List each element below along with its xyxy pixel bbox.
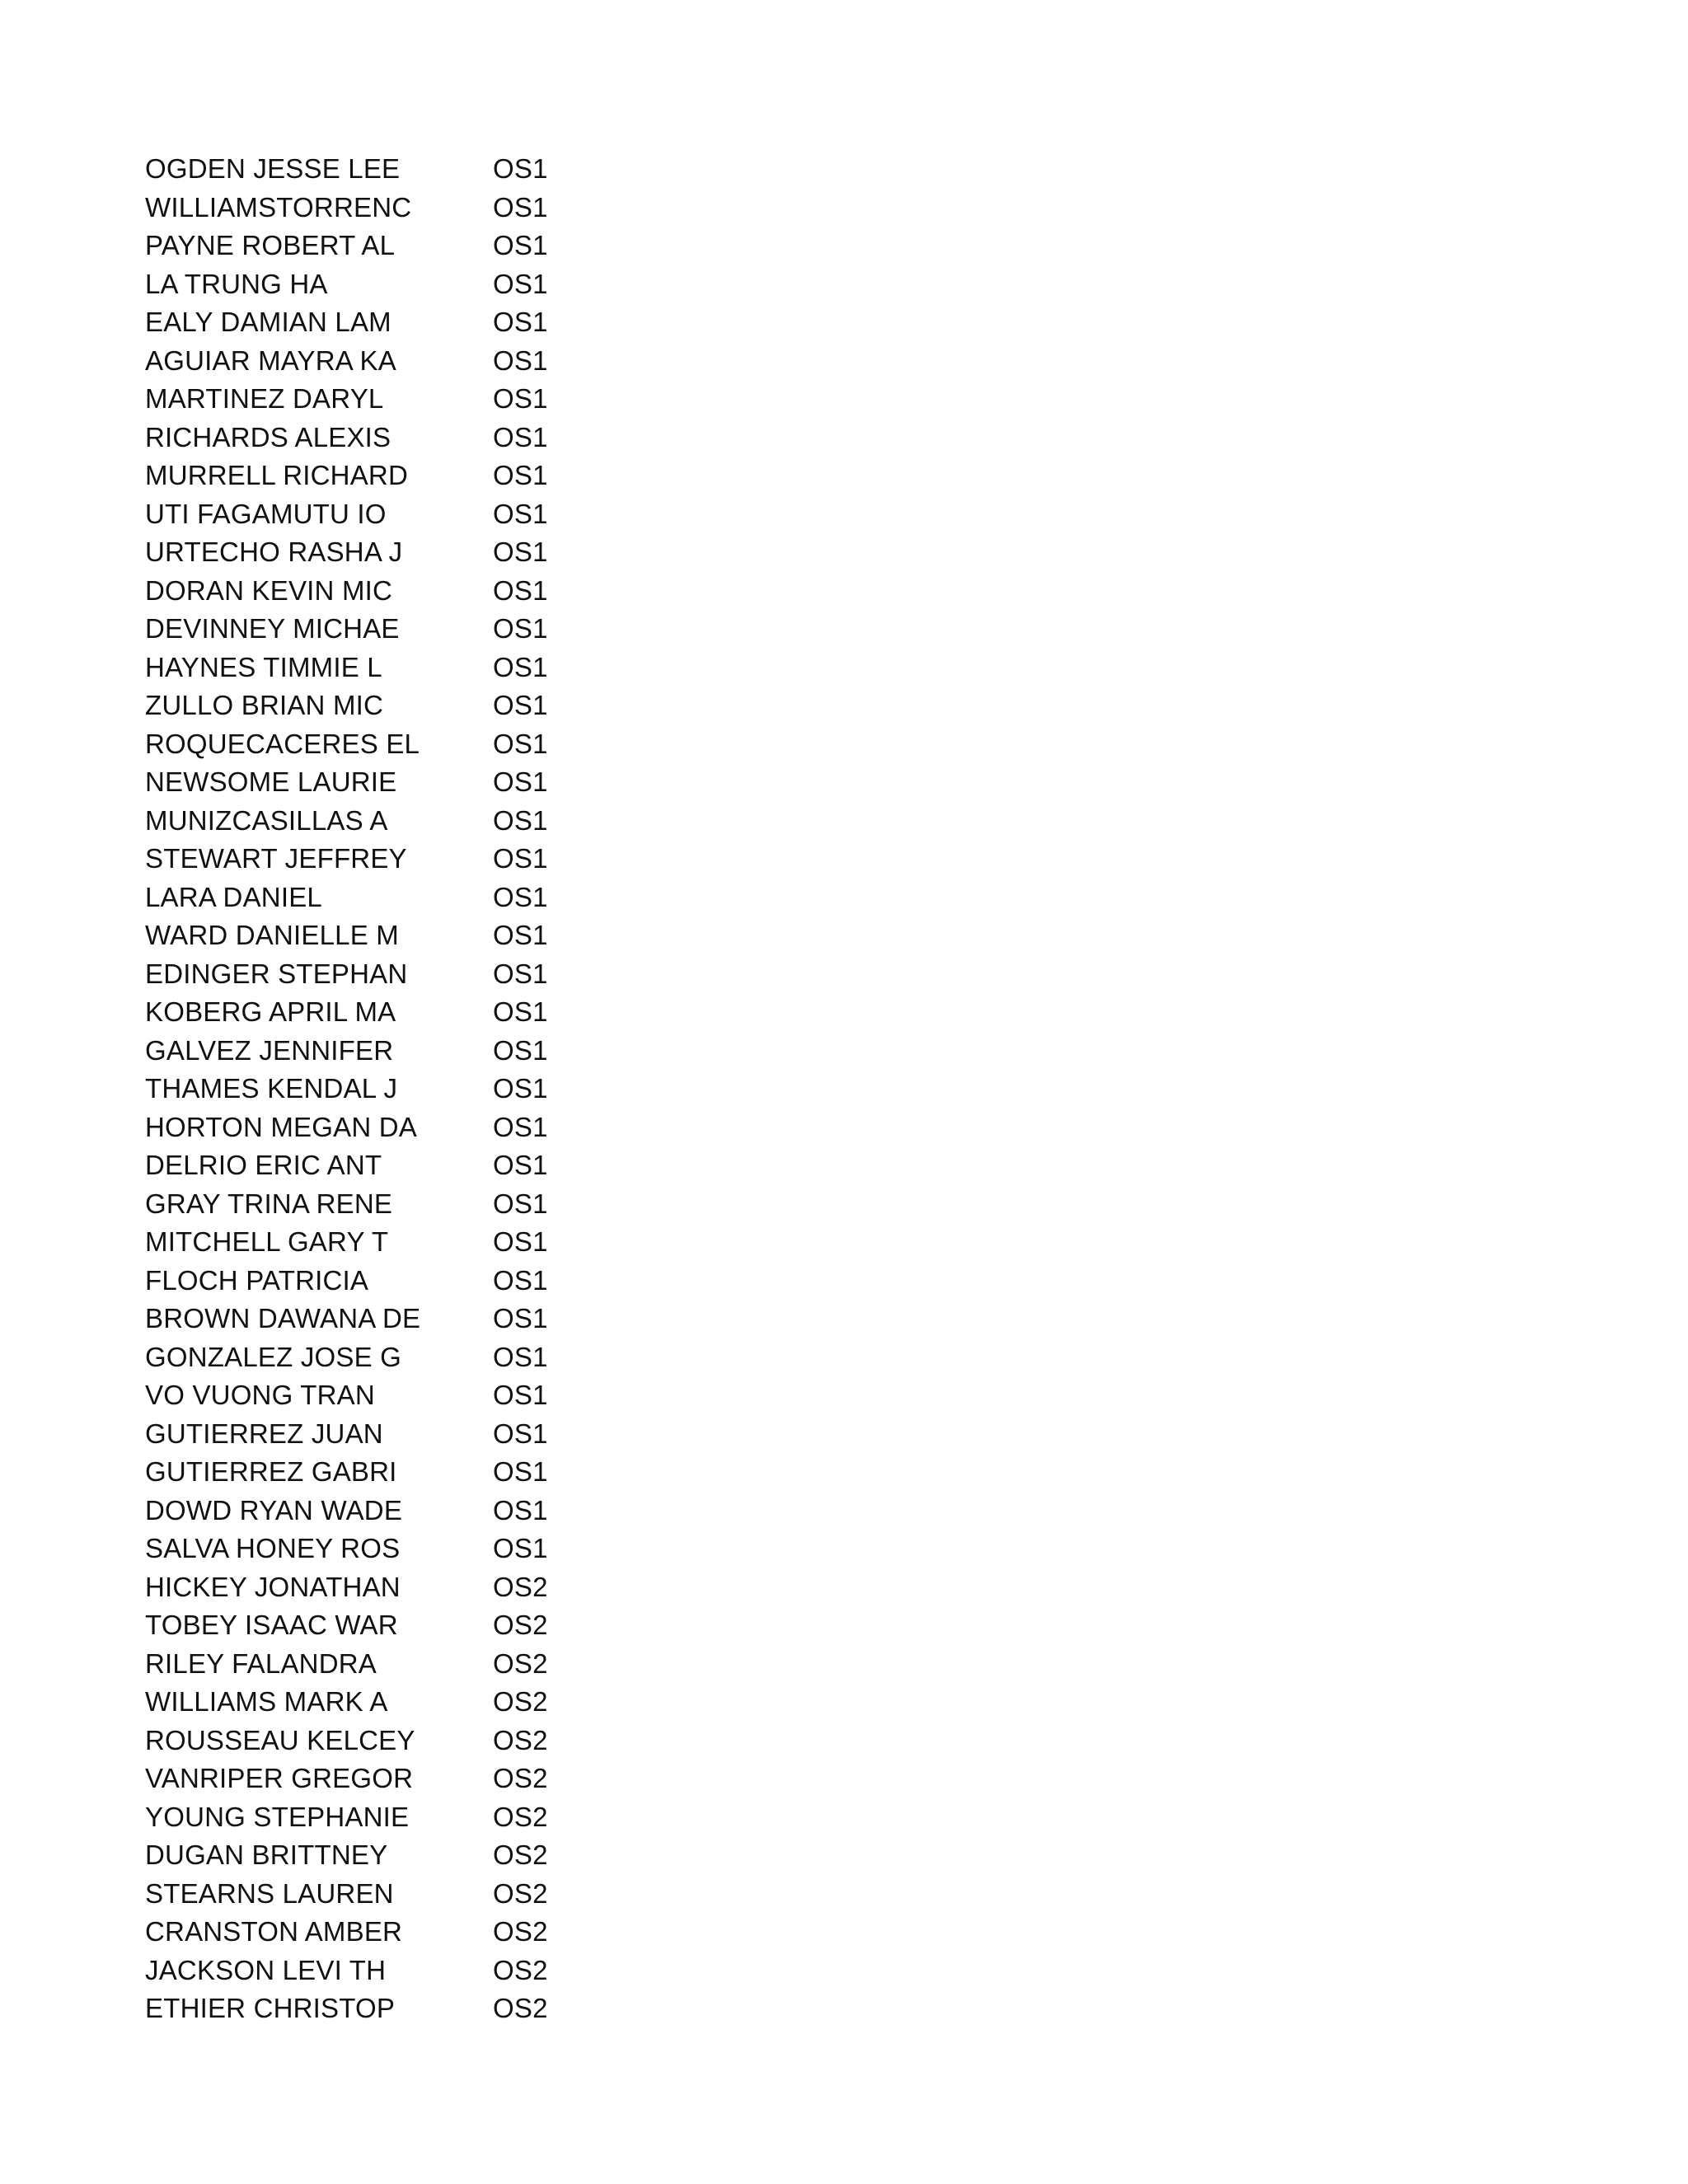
member-name: GRAY TRINA RENE <box>145 1188 393 1219</box>
member-name: ROQUECACERES EL <box>145 728 420 759</box>
member-name: PAYNE ROBERT AL <box>145 230 396 260</box>
roster-row <box>145 802 640 841</box>
member-name: EDINGER STEPHAN <box>145 958 408 989</box>
roster-row <box>145 1338 640 1377</box>
member-name: VO VUONG TRAN <box>145 1380 375 1410</box>
member-name: DUGAN BRITTNEY <box>145 1840 388 1870</box>
roster-row <box>145 227 640 265</box>
member-name: WARD DANIELLE M <box>145 920 399 950</box>
roster-row <box>145 1836 640 1875</box>
roster-row <box>145 533 640 572</box>
member-rate: OS1 <box>493 1188 548 1219</box>
roster-row <box>145 1568 640 1607</box>
roster-row <box>145 572 640 611</box>
roster-row <box>145 955 640 994</box>
member-rate: OS1 <box>493 1380 548 1410</box>
member-rate: OS2 <box>493 1801 548 1832</box>
roster-row <box>145 1722 640 1760</box>
member-rate: OS1 <box>493 191 548 223</box>
member-rate: OS1 <box>493 728 548 759</box>
member-name: THAMES KENDAL J <box>145 1073 398 1104</box>
member-name: GALVEZ JENNIFER <box>145 1034 394 1066</box>
member-rate: OS1 <box>493 574 548 606</box>
member-rate: OS1 <box>493 307 548 337</box>
roster-row <box>145 1913 640 1952</box>
member-name: GUTIERREZ JUAN <box>145 1418 383 1449</box>
member-rate: OS1 <box>493 996 548 1027</box>
member-name: BROWN DAWANA DE <box>145 1303 421 1333</box>
member-rate: OS1 <box>493 881 548 912</box>
roster-row <box>145 150 640 189</box>
member-rate: OS2 <box>493 1610 548 1640</box>
roster-row <box>145 1645 640 1684</box>
roster-row <box>145 1032 640 1071</box>
roster-row <box>145 610 640 649</box>
member-rate: OS1 <box>493 1226 548 1257</box>
member-name: STEARNS LAUREN <box>145 1877 394 1909</box>
roster-row <box>145 763 640 802</box>
roster-row <box>145 1990 640 2028</box>
member-rate: OS1 <box>493 537 548 567</box>
member-name: EALY DAMIAN LAM <box>145 307 392 337</box>
member-name: AGUIAR MAYRA KA <box>145 344 396 376</box>
member-rate: OS2 <box>493 1877 548 1909</box>
member-name: RILEY FALANDRA <box>145 1647 377 1679</box>
member-name: VANRIPER GREGOR <box>145 1763 414 1793</box>
member-rate: OS1 <box>493 1111 548 1142</box>
member-rate: OS1 <box>493 1303 548 1333</box>
member-name: GONZALEZ JOSE G <box>145 1341 402 1372</box>
member-rate: OS1 <box>493 651 548 682</box>
member-rate: OS1 <box>493 268 548 299</box>
member-name: DORAN KEVIN MIC <box>145 574 393 606</box>
member-name: URTECHO RASHA J <box>145 537 403 567</box>
member-rate: OS1 <box>493 421 548 452</box>
roster-row <box>145 380 640 419</box>
member-name: HORTON MEGAN DA <box>145 1111 417 1142</box>
roster-row <box>145 1262 640 1301</box>
member-name: MURRELL RICHARD <box>145 460 408 490</box>
member-name: DELRIO ERIC ANT <box>145 1150 382 1180</box>
roster-row <box>145 1300 640 1338</box>
roster-row <box>145 1606 640 1645</box>
member-name: FLOCH PATRICIA <box>145 1264 369 1296</box>
member-rate: OS2 <box>493 1993 548 2023</box>
member-rate: OS1 <box>493 1150 548 1180</box>
member-rate: OS1 <box>493 613 548 644</box>
roster-row <box>145 1185 640 1224</box>
member-rate: OS1 <box>493 920 548 950</box>
member-rate: OS2 <box>493 1647 548 1679</box>
member-rate: OS1 <box>493 498 548 529</box>
member-name: ETHIER CHRISTOP <box>145 1993 396 2023</box>
member-rate: OS1 <box>493 383 548 414</box>
roster-row <box>145 1108 640 1147</box>
member-rate: OS2 <box>493 1724 548 1755</box>
roster-row <box>145 189 640 227</box>
member-name: LA TRUNG HA <box>145 268 328 299</box>
roster-row <box>145 1875 640 1914</box>
roster-row <box>145 457 640 495</box>
roster-row <box>145 1415 640 1454</box>
roster-row <box>145 1798 640 1837</box>
member-rate: OS1 <box>493 1418 548 1449</box>
member-name: CRANSTON AMBER <box>145 1916 403 1947</box>
member-rate: OS1 <box>493 1264 548 1296</box>
member-name: YOUNG STEPHANIE <box>145 1801 410 1832</box>
roster-row <box>145 342 640 381</box>
member-name: JACKSON LEVI TH <box>145 1954 387 1985</box>
member-name: HAYNES TIMMIE L <box>145 651 382 682</box>
member-name: GUTIERREZ GABRI <box>145 1456 397 1487</box>
member-rate: OS2 <box>493 1686 548 1717</box>
member-name: MUNIZCASILLAS A <box>145 804 388 836</box>
member-rate: OS1 <box>493 958 548 989</box>
member-name: ROUSSEAU KELCEY <box>145 1724 415 1755</box>
roster-row <box>145 495 640 534</box>
member-rate: OS1 <box>493 344 548 376</box>
member-name: TOBEY ISAAC WAR <box>145 1610 398 1640</box>
roster-row <box>145 419 640 457</box>
member-name: MARTINEZ DARYL <box>145 383 384 414</box>
member-rate: OS1 <box>493 1073 548 1104</box>
roster-row <box>145 265 640 304</box>
member-name: DOWD RYAN WADE <box>145 1494 403 1526</box>
roster-row <box>145 1376 640 1415</box>
member-rate: OS1 <box>493 460 548 490</box>
roster-row <box>145 1683 640 1722</box>
roster-row <box>145 687 640 725</box>
member-name: UTI FAGAMUTU IO <box>145 498 387 529</box>
roster-row <box>145 916 640 955</box>
roster-row <box>145 1070 640 1108</box>
roster-row <box>145 1453 640 1492</box>
roster-row <box>145 1952 640 1990</box>
roster-row <box>145 1146 640 1185</box>
roster-row <box>145 303 640 342</box>
member-rate: OS1 <box>493 1456 548 1487</box>
member-name: ZULLO BRIAN MIC <box>145 690 384 720</box>
roster-row <box>145 1760 640 1798</box>
member-rate: OS2 <box>493 1954 548 1985</box>
member-rate: OS2 <box>493 1840 548 1870</box>
member-rate: OS1 <box>493 766 548 797</box>
roster-row <box>145 879 640 917</box>
member-name: OGDEN JESSE LEE <box>145 153 401 184</box>
member-name: KOBERG APRIL MA <box>145 996 396 1027</box>
member-rate: OS2 <box>493 1763 548 1793</box>
member-name: RICHARDS ALEXIS <box>145 421 392 452</box>
member-name: MITCHELL GARY T <box>145 1226 389 1257</box>
member-name: WILLIAMSTORRENC <box>145 191 412 223</box>
roster-row <box>145 993 640 1032</box>
member-name: STEWART JEFFREY <box>145 843 407 874</box>
member-name: DEVINNEY MICHAE <box>145 613 400 644</box>
member-name: WILLIAMS MARK A <box>145 1686 388 1717</box>
roster-row <box>145 1492 640 1530</box>
member-rate: OS1 <box>493 1494 548 1526</box>
member-rate: OS1 <box>493 1341 548 1372</box>
member-rate: OS1 <box>493 804 548 836</box>
roster-row <box>145 1223 640 1262</box>
roster-list <box>145 150 640 2028</box>
member-rate: OS2 <box>493 1916 548 1947</box>
member-rate: OS1 <box>493 153 548 184</box>
member-rate: OS1 <box>493 690 548 720</box>
roster-row <box>145 649 640 687</box>
member-name: HICKEY JONATHAN <box>145 1571 401 1602</box>
member-rate: OS1 <box>493 1533 548 1563</box>
member-rate: OS1 <box>493 230 548 260</box>
roster-row <box>145 725 640 764</box>
roster-row <box>145 1530 640 1568</box>
roster-row <box>145 840 640 879</box>
member-name: LARA DANIEL <box>145 881 322 912</box>
member-name: NEWSOME LAURIE <box>145 766 397 797</box>
member-rate: OS1 <box>493 1034 548 1066</box>
member-name: SALVA HONEY ROS <box>145 1533 401 1563</box>
member-rate: OS2 <box>493 1571 548 1602</box>
member-rate: OS1 <box>493 843 548 874</box>
